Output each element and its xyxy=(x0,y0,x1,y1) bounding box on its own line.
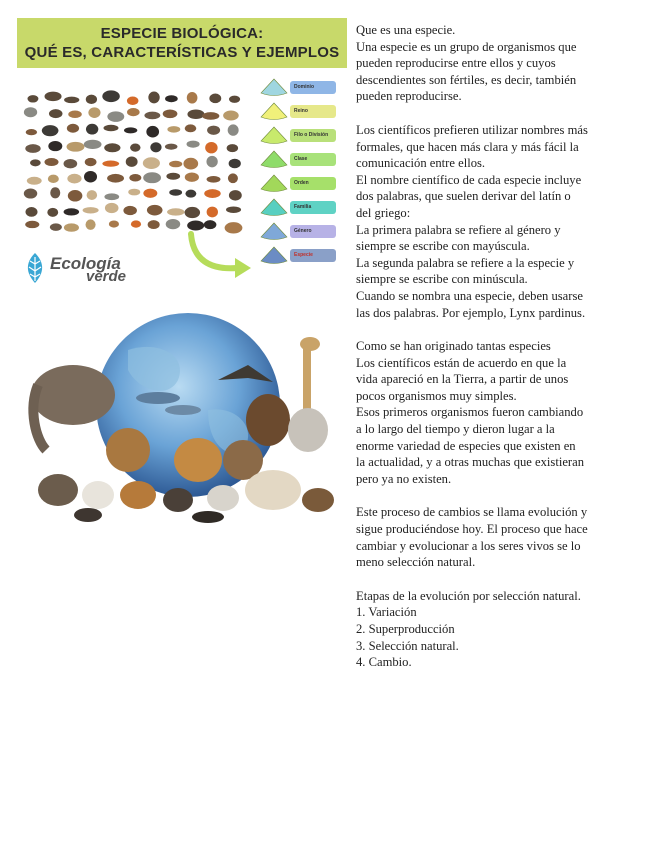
animal-figure xyxy=(130,144,140,152)
taxonomy-level-label: Reino xyxy=(290,105,336,118)
animal-figure xyxy=(207,126,220,135)
curved-arrow-icon xyxy=(185,230,255,280)
text-line: pocos organismos muy simples. xyxy=(356,388,517,403)
text-line: sigue produciéndose hoy. El proceso que hace xyxy=(356,522,588,537)
animal-figure xyxy=(124,127,137,133)
animal-figure xyxy=(123,206,137,215)
funnel-segment-icon xyxy=(258,150,290,168)
animal-figure xyxy=(109,220,119,227)
animal-figure xyxy=(67,142,85,152)
taxonomy-level xyxy=(250,78,340,98)
text-line: vida apareció en la Tierra, a partir de unos xyxy=(356,372,569,387)
title-line-1: ESPECIE BIOLÓGICA: xyxy=(100,25,264,42)
taxonomy-pyramid xyxy=(250,78,340,278)
text-line: a lo largo del tiempo y dieron lugar a la xyxy=(356,422,555,437)
animal-figure xyxy=(68,110,82,118)
text-line: las dos palabras. Por ejemplo, Lynx pardinus. xyxy=(356,305,586,320)
paragraph xyxy=(356,338,646,487)
funnel-segment-icon xyxy=(258,174,290,192)
animal-figure xyxy=(102,161,119,167)
text-line: Como se han originado tantas especies xyxy=(356,339,551,354)
animal-figure xyxy=(64,159,78,168)
animal-figure xyxy=(27,177,42,185)
animal-figure xyxy=(44,158,58,166)
animal-figure xyxy=(67,174,81,184)
animal-figure xyxy=(166,219,181,229)
animal-figure xyxy=(47,208,58,217)
text-line: la actualidad, y a otras muchas que existieran xyxy=(356,455,584,470)
animal-figure xyxy=(107,174,124,183)
animal-figure xyxy=(87,190,98,200)
animal-figure xyxy=(127,108,140,116)
animal-figure xyxy=(104,143,120,152)
text-line: enorme variedad de especies que existen en xyxy=(356,438,576,453)
animal-figure xyxy=(147,205,163,216)
logo-text-verde: verde xyxy=(86,268,127,285)
animal-figure xyxy=(150,142,161,152)
animal-figure xyxy=(104,193,119,200)
animal-figure xyxy=(64,97,79,103)
taxonomy-level xyxy=(250,126,340,146)
text-line: La segunda palabra se refiere a la especie y xyxy=(356,255,575,270)
animal-figure xyxy=(183,158,198,170)
text-line: 1. Variación xyxy=(356,605,417,620)
taxonomy-level-label: Dominio xyxy=(290,81,336,94)
animal-figure xyxy=(163,109,178,118)
animal-figure xyxy=(165,144,178,150)
funnel-segment-icon xyxy=(258,126,290,144)
title-banner xyxy=(17,18,347,68)
taxonomy-level-label: Orden xyxy=(290,177,336,190)
animal-figure xyxy=(229,159,241,169)
animal-figure xyxy=(50,187,60,198)
text-line: La primera palabra se refiere al género y xyxy=(356,222,561,237)
animal-figure xyxy=(187,110,204,120)
animal-figure xyxy=(226,206,241,213)
funnel-segment-icon xyxy=(258,78,290,96)
paragraph xyxy=(356,504,646,570)
animal-figure xyxy=(86,124,98,135)
text-line: descendientes son fértiles, es decir, también xyxy=(356,72,577,87)
animal-figure xyxy=(204,220,217,229)
animal-figure xyxy=(223,111,239,121)
animal-figure xyxy=(228,124,239,135)
animal-figure xyxy=(42,125,59,136)
taxonomy-level xyxy=(250,198,340,218)
animal-figure xyxy=(48,175,59,183)
animal-figure xyxy=(185,173,199,182)
text-line: pueden reproducirse entre ellos y cuyos xyxy=(356,56,556,71)
animal-figure xyxy=(148,220,160,229)
animal-figure xyxy=(24,189,37,199)
text-line: 2. Superproducción xyxy=(356,622,455,636)
logo-text-ecologia: Ecología xyxy=(50,254,121,273)
text-line: Que es una especie. xyxy=(356,23,456,37)
animal-figure xyxy=(26,129,37,135)
animal-figure xyxy=(27,95,38,102)
animal-figure xyxy=(84,171,97,183)
animal-figure xyxy=(167,126,180,132)
animal-figure xyxy=(84,140,102,149)
taxonomy-level xyxy=(250,246,340,266)
funnel-segment-icon xyxy=(258,198,290,216)
animal-figure xyxy=(25,144,40,153)
paragraph xyxy=(356,22,646,105)
funnel-segment-icon xyxy=(258,102,290,120)
animal-figure xyxy=(83,207,99,213)
animal-figure xyxy=(144,112,160,120)
animals-collage-image xyxy=(22,88,247,238)
text-line: 3. Selección natural. xyxy=(356,638,459,653)
animal-figure xyxy=(187,92,198,104)
animal-figure xyxy=(169,161,182,168)
text-line: comunicación entre ellos. xyxy=(356,156,486,171)
animal-figure xyxy=(86,95,97,104)
animal-figure xyxy=(45,92,62,102)
animal-figure xyxy=(185,207,201,218)
article-text xyxy=(356,22,646,688)
taxonomy-level-label: Familia xyxy=(290,201,336,214)
taxonomy-level-label: Filo o División xyxy=(290,129,336,142)
animal-figure xyxy=(67,124,79,133)
animal-figure xyxy=(131,220,141,227)
animal-figure xyxy=(30,159,41,166)
taxonomy-level-label: Género xyxy=(290,225,336,238)
animal-figure xyxy=(229,96,240,103)
animal-figure xyxy=(88,107,100,118)
animal-figure xyxy=(205,142,217,153)
text-line: del griego: xyxy=(356,205,411,220)
text-line: pero ya no existen. xyxy=(356,471,452,486)
animal-figure xyxy=(185,190,196,198)
text-line: siempre se escribe con mayúscula. xyxy=(356,239,530,254)
animal-figure xyxy=(24,107,37,117)
text-line: pueden reproducirse. xyxy=(356,89,462,104)
taxonomy-level xyxy=(250,174,340,194)
taxonomy-level-label: Clase xyxy=(290,153,336,166)
paragraph xyxy=(356,122,646,321)
funnel-segment-icon xyxy=(258,246,290,264)
text-line: siempre se escribe con minúscula. xyxy=(356,272,528,287)
text-line: Los científicos están de acuerdo en que la xyxy=(356,355,567,370)
animal-figure xyxy=(202,112,219,120)
animal-figure xyxy=(165,95,178,102)
animal-figure xyxy=(228,173,238,183)
animal-figure xyxy=(166,173,180,180)
text-line: Esos primeros organismos fueron cambiando xyxy=(356,405,584,420)
leaf-icon xyxy=(24,252,46,284)
animal-figure xyxy=(148,91,159,103)
animal-figure xyxy=(127,97,139,106)
animal-figure xyxy=(25,221,39,228)
text-line: Etapas de la evolución por selección natural. xyxy=(356,588,581,603)
text-line: Una especie es un grupo de organismos que xyxy=(356,39,577,54)
animal-figure xyxy=(207,207,218,218)
text-line: formales, que hacen más clara y más fácil la xyxy=(356,139,579,154)
animal-figure xyxy=(68,190,83,201)
animal-figure xyxy=(169,189,182,195)
taxonomy-level xyxy=(250,102,340,122)
animal-figure xyxy=(126,157,138,167)
animal-figure xyxy=(207,176,221,183)
animal-figure xyxy=(105,203,119,213)
animal-figure xyxy=(25,207,37,217)
text-line: meno selección natural. xyxy=(356,555,476,570)
animal-figure xyxy=(204,189,221,198)
funnel-segment-icon xyxy=(258,222,290,240)
taxonomy-level-label: Especie xyxy=(290,249,336,262)
text-line: El nombre científico de cada especie incluye xyxy=(356,172,582,187)
animal-figure xyxy=(128,189,140,196)
animal-figure xyxy=(206,156,217,168)
animal-figure xyxy=(64,208,80,215)
animal-figure xyxy=(48,141,62,151)
animal-figure xyxy=(143,172,161,183)
text-line: 4. Cambio. xyxy=(356,655,412,670)
title-line-2: QUÉ ES, CARACTERÍSTICAS Y EJEMPLOS xyxy=(24,44,340,61)
paragraph xyxy=(356,588,646,671)
animal-figure xyxy=(227,144,238,152)
animal-figure xyxy=(229,190,242,200)
animal-figure xyxy=(85,158,97,166)
animal-figure xyxy=(64,223,79,231)
earth-animals-image xyxy=(18,310,343,525)
animal-figure xyxy=(209,94,221,104)
text-line: dos palabras, que suelen derivar del latín o xyxy=(356,189,571,204)
animal-figure xyxy=(107,111,124,121)
animal-figure xyxy=(129,174,141,181)
text-line: Este proceso de cambios se llama evolución y xyxy=(356,505,588,520)
animal-figure xyxy=(49,109,63,118)
animal-figure xyxy=(185,124,196,132)
animal-figure xyxy=(86,219,96,229)
animal-figure xyxy=(143,189,157,198)
animal-figure xyxy=(187,141,200,148)
animal-figure xyxy=(103,125,118,132)
animal-figure xyxy=(146,126,159,138)
taxonomy-level xyxy=(250,222,340,242)
taxonomy-level xyxy=(250,150,340,170)
text-line: Los científicos prefieren utilizar nombres más xyxy=(356,122,588,137)
text-line: Cuando se nombra una especie, deben usarse xyxy=(356,288,583,303)
text-line: cambiar y evolucionar a los seres vivos se lo xyxy=(356,538,581,553)
animal-figure xyxy=(143,157,160,169)
animal-figure xyxy=(50,223,62,230)
animal-figure xyxy=(167,208,184,215)
animal-figure xyxy=(102,90,120,102)
ecologia-verde-logo xyxy=(24,252,164,288)
